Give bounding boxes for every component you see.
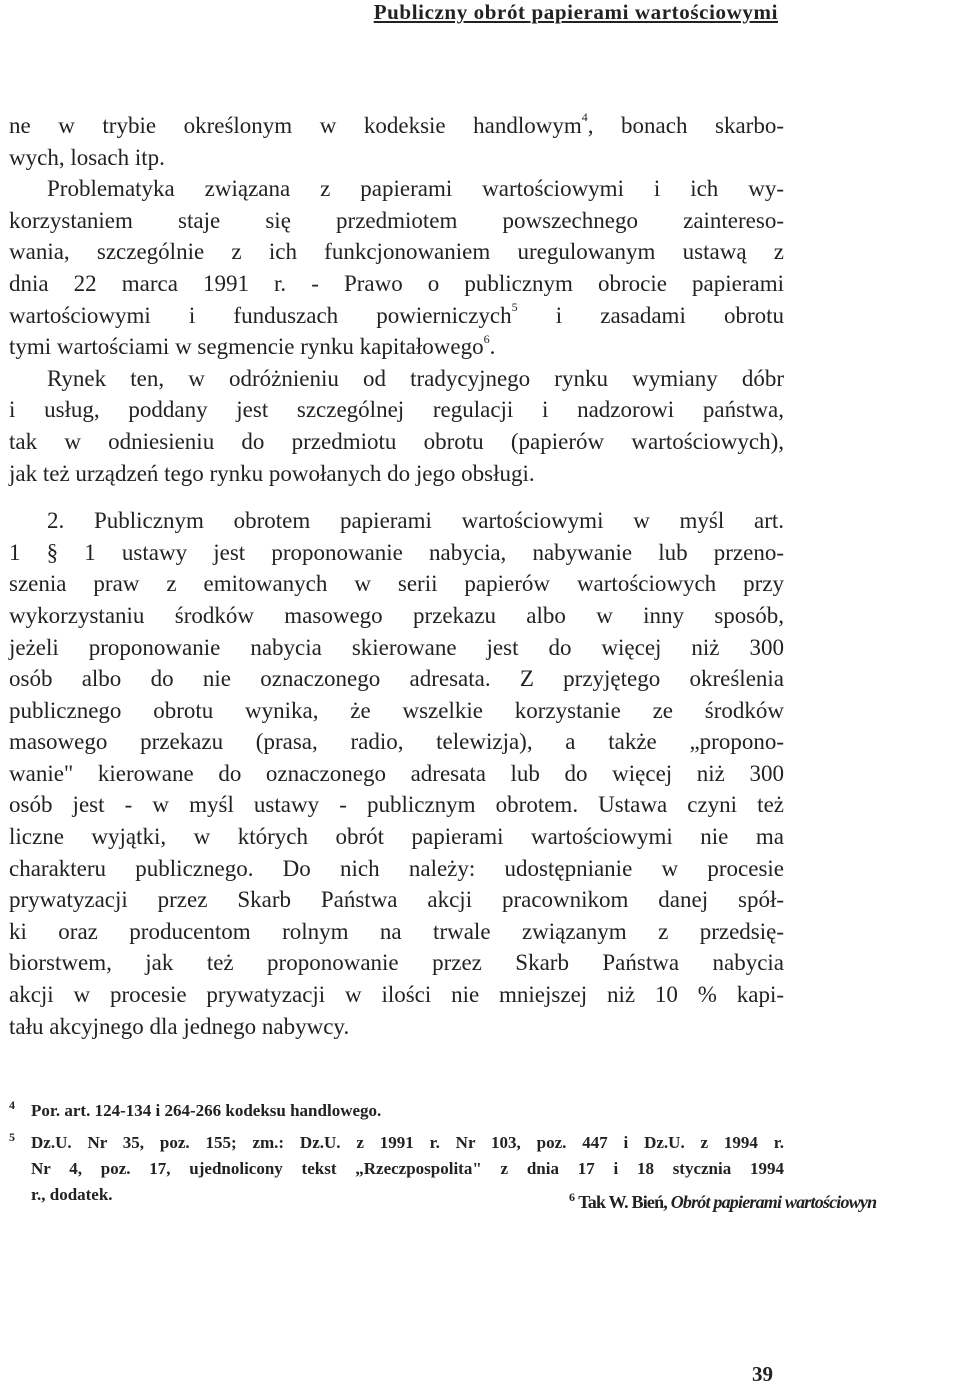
running-header: Publiczny obrót papierami wartościowymi (373, 0, 778, 24)
text-line: biorstwem, jak też proponowanie przez Skarb Państwa nabycia (9, 950, 784, 976)
text-line: osób albo do nie oznaczonego adresata. Z przyjętego określenia (9, 666, 784, 692)
footnote-number: 5 (9, 1130, 15, 1144)
text-line: prywatyzacji przez Skarb Państwa akcji pracownikom danej spół- (9, 887, 784, 913)
footnote-text: Tak W. Bień, (578, 1192, 671, 1212)
text-line: tymi wartościami w segmencie rynku kapitałowego$^6$. (9, 331, 496, 360)
footnote-text: Por. art. 124-134 i 264-266 kodeksu handlowego. (31, 1101, 382, 1120)
text-line: Rynek ten, w odróżnieniu od tradycyjnego rynku wymiany dóbr (47, 365, 784, 391)
text-line: korzystaniem staje się przedmiotem powszechnego zaintereso- (9, 207, 784, 233)
footnote-6 (569, 1190, 876, 1213)
footnote-ref-4: 4 (581, 110, 588, 125)
text-line: tak w odniesieniu do przedmiotu obrotu (papierów wartościowych), (9, 428, 784, 454)
text-line: i usług, poddany jest szczególnej regulacji i nadzorowi państwa, (9, 397, 784, 423)
text-line: Problematyka związana z papierami wartościowymi i ich wy- (47, 176, 784, 202)
cited-title: Obrót papierami wartościowyn (670, 1192, 877, 1212)
text-line: liczne wyjątki, w których obrót papierami wartościowymi nie ma (9, 824, 784, 850)
text-line: masowego przekazu (prasa, radio, telewizja), a także „propono- (9, 729, 784, 755)
text-line: jeżeli proponowanie nabycia skierowane jest do więcej niż 300 (9, 634, 784, 660)
footnote-4 (9, 1092, 784, 1124)
text-line: osób jest - w myśl ustawy - publicznym obrotem. Ustawa czyni też (9, 792, 784, 818)
footnote-ref-5: 5 (511, 299, 518, 314)
page-number: 39 (752, 1362, 773, 1386)
footnote-number: 4 (9, 1098, 15, 1112)
text-line: akcji w procesie prywatyzacji w ilości nie mniejszej niż 10 % kapi- (9, 982, 784, 1008)
text-line: wykorzystaniu środków masowego przekazu albo w inny sposób, (9, 602, 784, 628)
text-line: szenia praw z emitowanych w serii papierów wartościowych przy (9, 571, 784, 597)
footnote-5-continued: r., dodatek. (31, 1185, 113, 1204)
text-line: wanie" kierowane do oznaczonego adresata lub do więcej niż 300 (9, 760, 784, 786)
footnote-number: 6 (569, 1190, 575, 1204)
footnote-text: Dz.U. Nr 35, poz. 155; zm.: Dz.U. z 1991 r. Nr 103, poz. 447 i Dz.U. z 1994 r. (31, 1133, 784, 1152)
text-line: ki oraz producentom rolnym na trwale związanym z przedsię- (9, 918, 784, 944)
body-text (9, 110, 784, 1042)
text-line: ne w trybie określonym w kodeksie handlowym$^4$, bonach skarbo- (9, 110, 784, 138)
text-line: 2. Publicznym obrotem papierami wartościowymi w myśl art. (47, 508, 784, 534)
text-line: charakteru publicznego. Do nich należy: udostępnianie w procesie (9, 855, 784, 881)
footnote-ref-6: 6 (483, 331, 490, 346)
text-line: wych, losach itp. (9, 144, 165, 170)
footnote-5-continued: Nr 4, poz. 17, ujednolicony tekst „Rzeczpospolita" z dnia 17 i 18 stycznia 1994 (31, 1159, 784, 1178)
text-line: wartościowymi i funduszach powierniczych$^5$ i zasadami obrotu (9, 299, 784, 328)
text-line: publicznego obrotu wynika, że wszelkie korzystanie ze środków (9, 697, 784, 723)
text-line: dnia 22 marca 1991 r. - Prawo o publicznym obrocie papierami (9, 270, 784, 296)
text-line: tału akcyjnego dla jednego nabywcy. (9, 1013, 350, 1039)
text-line: jak też urządzeń tego rynku powołanych do jego obsługi. (9, 460, 535, 486)
footnote-5 (9, 1124, 784, 1156)
text-line: 1 § 1 ustawy jest proponowanie nabycia, nabywanie lub przeno- (9, 539, 784, 565)
text-line: wania, szczególnie z ich funkcjonowaniem uregulowanym ustawą z (9, 239, 784, 265)
